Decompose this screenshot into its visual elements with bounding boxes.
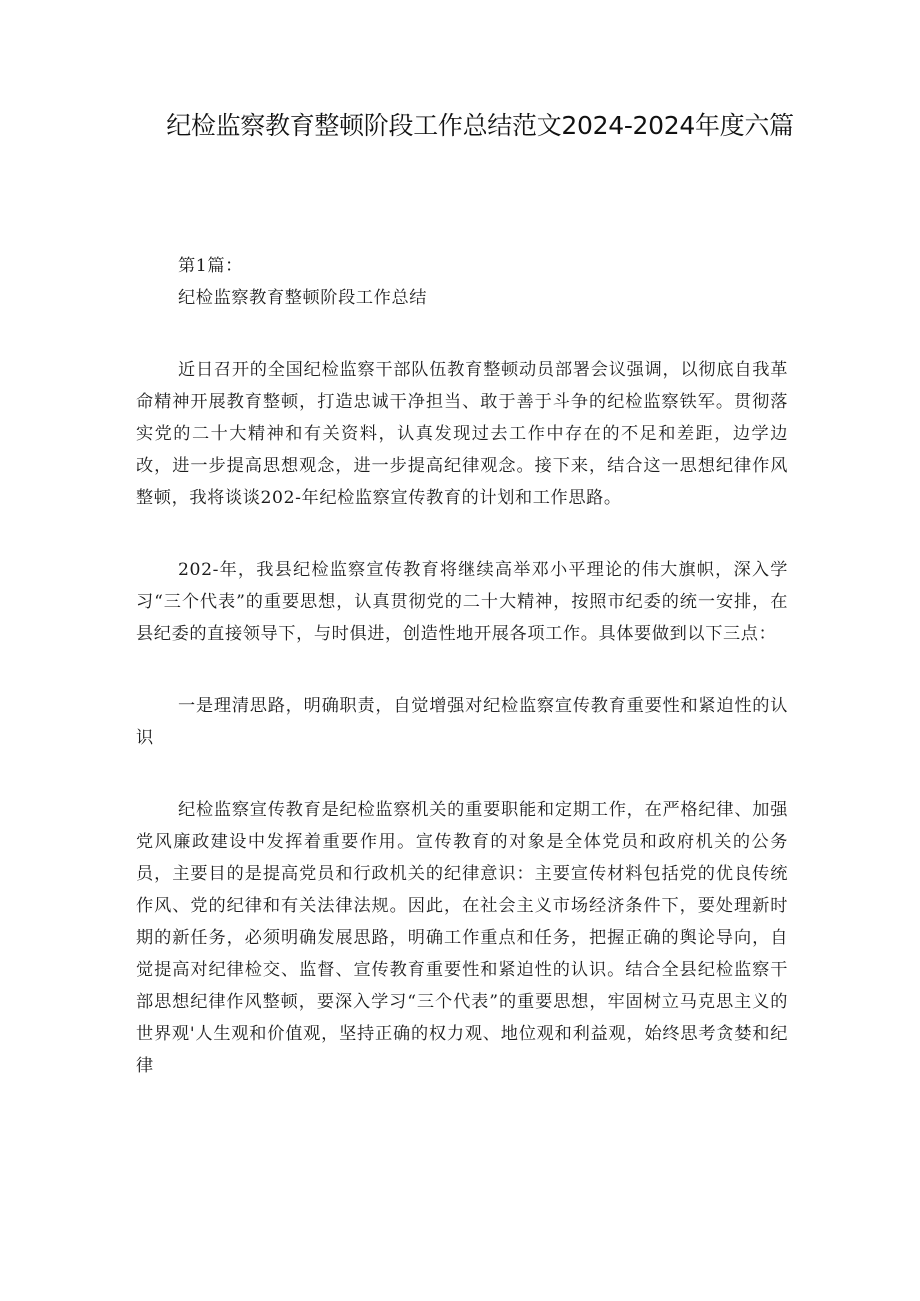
document-body xyxy=(136,250,788,1082)
paragraph-3: 一是理清思路，明确职责，自觉增强对纪检监察宣传教育重要性和紧迫性的认识 xyxy=(136,696,788,748)
spacer xyxy=(136,650,788,690)
spacer xyxy=(136,514,788,554)
paragraph-2: 202-年，我县纪检监察宣传教育将继续高举邓小平理论的伟大旗帜，深入学习“三个代表”的重要思想，认真贯彻党的二十大精神，按照市纪委的统一安排，在县纪委的直接领导下，与时俱进，创造性地开展各项工作。具体要做到以下三点： xyxy=(136,560,788,644)
section-subtitle: 纪检监察教育整顿阶段工作总结 xyxy=(178,288,428,308)
document-title: 纪检监察教育整顿阶段工作总结范文2024-2024年度六篇 xyxy=(166,111,794,140)
spacer xyxy=(136,314,788,354)
spacer xyxy=(136,754,788,794)
section-label: 第1篇： xyxy=(178,256,243,276)
paragraph-4: 纪检监察宣传教育是纪检监察机关的重要职能和定期工作，在严格纪律、加强党风廉政建设中发挥着重要作用。宣传教育的对象是全体党员和政府机关的公务员，主要目的是提高党员和行政机关的纪律意识：主要宣传材料包括党的优良传统作风、党的纪律和有关法律法规。因此，在社会主义市场经济条件下，要处理新时期的新任务，必须明确发展思路，明确工作重点和任务，把握正确的舆论导向，自觉提高对纪律检交、监督、宣传教育重要性和紧迫性的认识。结合全县纪检监察干部思想纪律作风整顿，要深入学习“三个代表”的重要思想，牢固树立马克思主义的世界观'人生观和价值观，坚持正确的权力观、地位观和利益观，始终思考贪婪和纪律 xyxy=(136,800,788,1076)
paragraph-1: 近日召开的全国纪检监察干部队伍教育整顿动员部署会议强调，以彻底自我革命精神开展教育整顿，打造忠诚干净担当、敢于善于斗争的纪检监察铁军。贯彻落实党的二十大精神和有关资料，认真发现过去工作中存在的不足和差距，边学边改，进一步提高思想观念，进一步提高纪律观念。接下来，结合这一思想纪律作风整顿，我将谈谈202-年纪检监察宣传教育的计划和工作思路。 xyxy=(136,360,788,508)
